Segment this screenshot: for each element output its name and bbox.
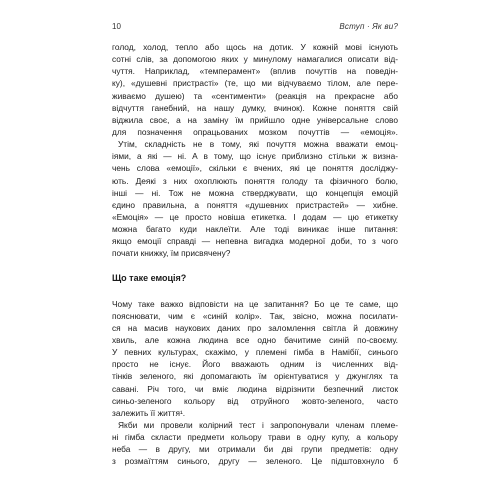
paragraph-3 [112, 419, 398, 468]
text-line: Чому таке важко відповісти на це запитання? Бо це те саме, що [112, 298, 398, 309]
text-line: ся на масив наукових даних про заломлення світла й довжину [112, 322, 398, 333]
text-line: іями, а які — ні. А в тому, що існує приблизно стільки ж визна- [112, 151, 398, 162]
body-text [112, 41, 398, 468]
text-line: голод, холод, тепло або щось на дотик. У кожній мові існують [112, 42, 398, 52]
paragraph-1 [112, 41, 398, 260]
text-line: ку), «душевні пристрасті» (те, що ми відчуваємо тілом, але пере- [112, 78, 398, 89]
text-line: для позначення опрацьованих мозком почуттів — «емоція». [112, 126, 398, 137]
running-header [112, 22, 398, 31]
text-line: «Емоція» — це просто новіша етикетка. І додам — цю етикетку [112, 211, 398, 222]
page-number: 10 [112, 22, 121, 31]
text-line: ють. Деякі з них охоплюють поняття голоду та фізичного болю, [112, 175, 398, 186]
text-line: ні гімба скласти предмети кольору трави в одну купу, а кольору [112, 432, 398, 443]
text-line: віджила своє, а на заміну їм прийшло одне універсальне слово [112, 114, 398, 125]
text-line: неба — в другу, ми отримали би дві групи предметів: одну [112, 444, 398, 455]
text-line: почати книжку, їм присвячену? [112, 248, 231, 259]
text-line: У певних культурах, скажімо, у племені гімба в Намібії, синього [112, 347, 398, 358]
text-line: залежить її життя¹. [112, 407, 186, 418]
text-line: просто не існує. Його вважають одним із численних від- [112, 359, 398, 370]
text-line: живаємо душею) та «сентименти» (реакція на прекрасне або [112, 90, 398, 101]
text-line: можна багато куди наклеїти. Але тоді виникає інше питання: [112, 224, 398, 235]
text-line: чень слова «емоції», скільки є вчених, які це поняття досліджу- [112, 163, 398, 174]
text-line: Якби ми провели колірний тест і запропонували членам племе- [118, 419, 398, 430]
chapter-title: Вступ · Як ви? [339, 22, 398, 31]
text-line: якщо емоції справді — непевна вигадка модерної доби, то з чого [112, 236, 398, 247]
text-line: єдино правильна, а поняття «душевних пристрастей» — хибне. [112, 199, 398, 210]
text-line: синьо-зеленого кольору від отруйного жовто-зеленого, часто [112, 395, 398, 406]
text-line: хвиль, але кожна людина все одно бачитиме синій по-своєму. [112, 334, 398, 345]
section-heading: Що таке емоція? [112, 272, 187, 283]
text-line: з розмаїттям синього, другу — зеленого. Це підштовхнуло б [112, 456, 398, 467]
text-line: Утім, складність не в тому, які почуття можна вважати емоц- [118, 139, 398, 150]
text-line: відчуття ганебний, на нашу думку, вчинок). Кожне поняття свій [112, 102, 398, 113]
text-line: тінків зеленого, які допомагають їм орієнтуватися у джунглях та [112, 371, 398, 382]
text-line: інші — ні. Тож не можна стверджувати, що концепція емоцій [112, 187, 398, 198]
text-line: савані. Річ того, чи вміє людина відрізнити безпечний листок [112, 383, 398, 394]
text-line: чуття. Наприклад, «темперамент» (вплив почуттів на поведін- [112, 66, 398, 77]
text-line: сотні слів, за допомогою яких у минулому намагалися описати від- [112, 54, 398, 65]
paragraph-2 [112, 298, 398, 419]
text-line: пояснювати, чим є «синій колір». Так, звісно, можна посилати- [112, 310, 398, 321]
